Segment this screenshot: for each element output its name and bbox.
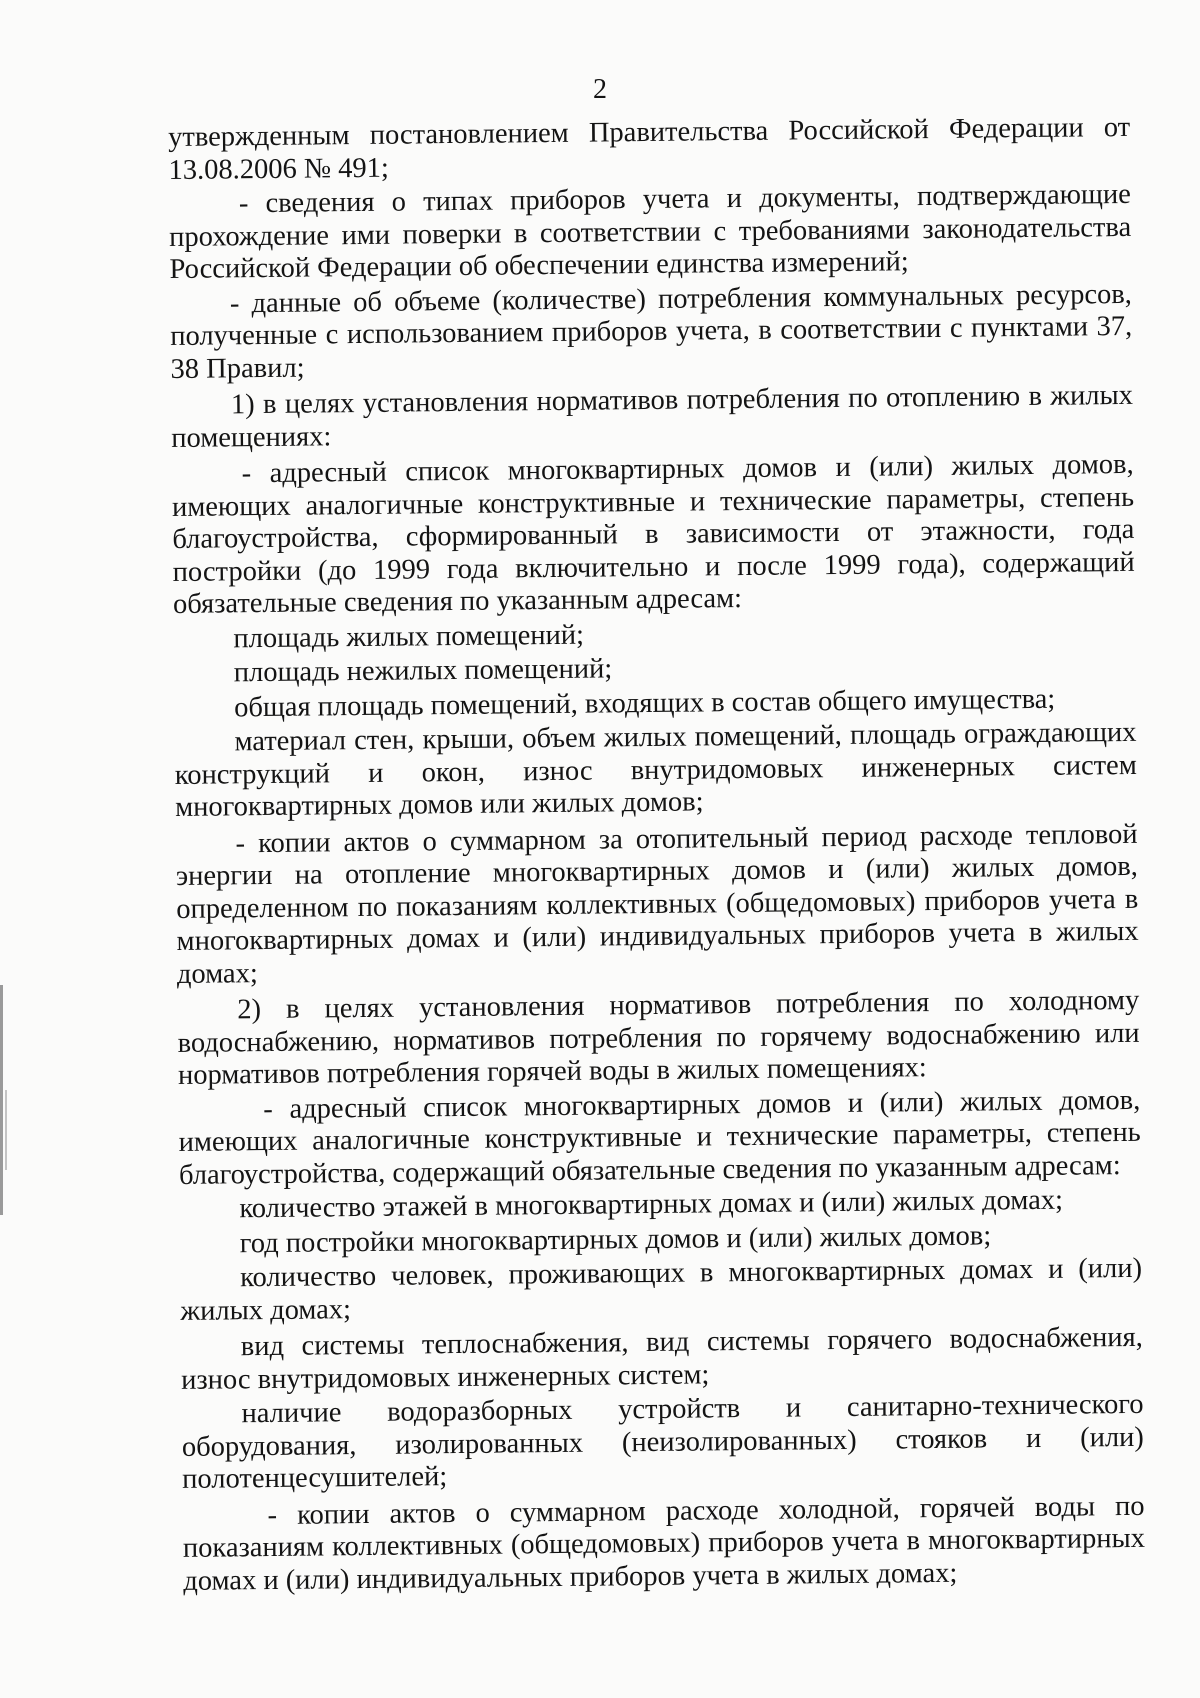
paragraph-7: площадь нежилых помещений; — [233, 653, 613, 689]
paragraph-16: вид системы теплоснабжения, вид системы горячего водоснабжения, износ внутридомовых инженерных систем; — [181, 1321, 1143, 1396]
paragraph-18: - копии актов о суммарном расходе холодной, горячей воды по показаниям коллективных (общедомовых) приборов учета в многоквартирных домах и (или) индивидуальных приборов учета в жилых домах; — [182, 1490, 1146, 1597]
paragraph-17: наличие водоразборных устройств и санитарно-технического оборудования, изолированных (неизолированных) стояков и (или) полотенцесушителей; — [181, 1388, 1144, 1495]
paragraph-15: количество человек, проживающих в многоквартирных домах и (или) жилых домах; — [180, 1252, 1143, 1327]
paragraph-9: материал стен, крыши, объем жилых помещений, площадь ограждающих конструкций и окон, износ внутридомовых инженерных систем многоквартирных домов или жилых домов; — [174, 716, 1137, 823]
paragraph-14: год постройки многоквартирных домов и (или) жилых домов; — [239, 1219, 992, 1259]
scan-edge-mark-secondary — [5, 1090, 7, 1170]
scan-edge-mark — [0, 985, 3, 1215]
paragraph-1: утвержденным постановлением Правительства Российской Федерации от 13.08.2006 № 491; — [168, 111, 1131, 186]
paragraph-2: - сведения о типах приборов учета и документы, подтверждающие прохождение ими поверки в соответствии с требованиями законодательства Российской Федерации об обеспечении единства измерений; — [169, 178, 1132, 285]
paragraph-6: площадь жилых помещений; — [233, 619, 585, 654]
paragraph-12: - адресный список многоквартирных домов и (или) жилых домов, имеющих аналогичные конструктивные и технические параметры, степень благоустройства, содержащий обязательные сведения по указанным адресам: — [178, 1084, 1141, 1191]
paragraph-13: количество этажей в многоквартирных домах и (или) жилых домах; — [239, 1184, 1064, 1225]
document-body — [168, 112, 1145, 1600]
paragraph-4: 1) в целях установления нормативов потребления по отоплению в жилых помещениях: — [171, 379, 1134, 454]
paragraph-11: 2) в целях установления нормативов потребления по холодному водоснабжению, нормативов потребления по горячему водоснабжению или нормативов потребления горячей воды в жилых помещениях: — [177, 984, 1140, 1091]
page-number: 2 — [593, 74, 607, 105]
paragraph-10: - копии актов о суммарном за отопительный период расходе тепловой энергии на отопление многоквартирных домов и (или) жилых домов, определенном по показаниям коллективных (общедомовых) приборов учета в многоквартирных домах и (или) индивидуальных приборов учета в жилых домах; — [175, 818, 1139, 990]
paragraph-3: - данные об объеме (количестве) потребления коммунальных ресурсов, полученные с использованием приборов учета, в соответствии с пунктами 37, 38 Правил; — [170, 278, 1133, 385]
paragraph-8: общая площадь помещений, входящих в состав общего имущества; — [233, 683, 1056, 723]
paragraph-5: - адресный список многоквартирных домов и (или) жилых домов, имеющих аналогичные конструктивные и технические параметры, степень благоустройства, сформированный в зависимости от этажности, года постройки (до 1999 года включительно и после 1999 года), содержащий обязательные сведения по указанным адресам: — [171, 448, 1135, 620]
